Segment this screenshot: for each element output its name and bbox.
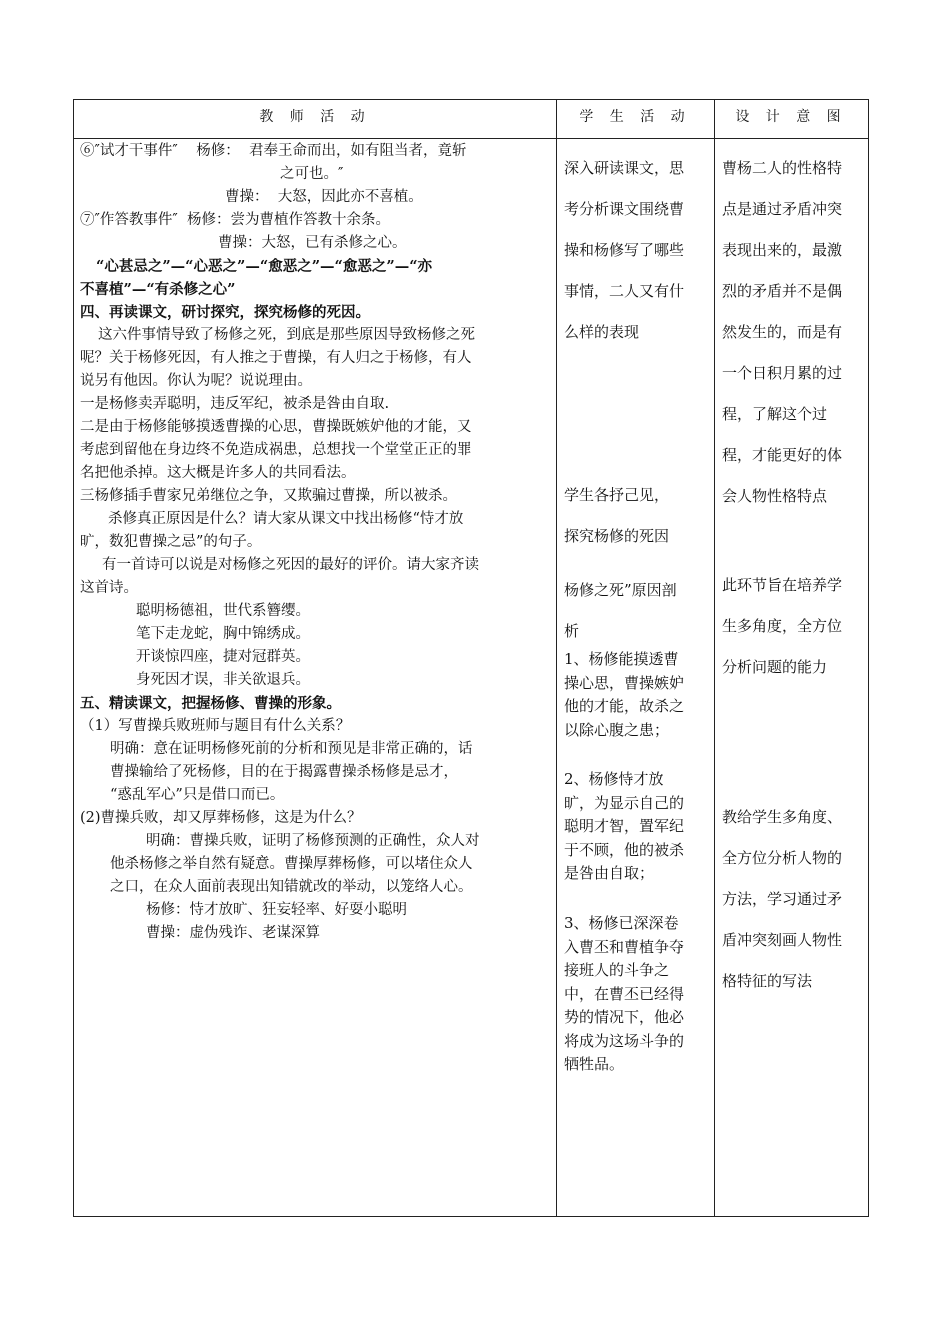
teacher-line: 有一首诗可以说是对杨修之死因的最好的评价。请大家齐读 bbox=[102, 557, 479, 573]
intent-text-line: 一个日积月累的过 bbox=[722, 364, 843, 382]
student-block-analysis-title bbox=[564, 570, 704, 652]
student-text-line: 事情，二人又有什 bbox=[564, 282, 685, 300]
teacher-line: 他杀杨修之举自然有疑意。曹操厚葬杨修，可以堵住众人 bbox=[110, 856, 473, 872]
intent-text-line: 然发生的，而是有 bbox=[722, 323, 843, 341]
teacher-line: 二是由于杨修能够摸透曹操的心思，曹操既嫉妒他的才能，又 bbox=[80, 419, 472, 435]
student-text-line: 2、杨修恃才放 bbox=[564, 770, 664, 788]
student-text-line: 他的才能，故杀之 bbox=[564, 697, 685, 715]
teacher-line: 明确：意在证明杨修死前的分析和预见是非常正确的，话 bbox=[110, 741, 473, 757]
teacher-line: “心甚忌之”—“心恶之”—“愈恶之”—“愈恶之”—“亦 bbox=[96, 258, 433, 275]
intent-text-line: 生多角度，全方位 bbox=[722, 617, 843, 635]
teacher-line: 杀修真正原因是什么？请大家从课文中找出杨修“恃才放 bbox=[108, 511, 464, 527]
student-text-line: 1、杨修能摸透曹 bbox=[564, 650, 679, 668]
intent-text-line: 全方位分析人物的 bbox=[722, 849, 843, 867]
teacher-line: 之可也。″ bbox=[280, 166, 344, 182]
student-text-line: 中，在曹丕已经得 bbox=[564, 984, 685, 1003]
intent-text-line: 程，了解这个过 bbox=[722, 405, 828, 423]
intent-block-multi-angle bbox=[722, 565, 864, 688]
teacher-line: 不喜植”—“有杀修之心” bbox=[80, 281, 236, 298]
teacher-line: 聪明杨德祖，世代系簪缨。 bbox=[136, 603, 310, 619]
intent-text-line: 点是通过矛盾冲突 bbox=[722, 200, 843, 218]
intent-text-line: 程，才能更好的体 bbox=[722, 446, 843, 464]
student-text-line: 牺牲品。 bbox=[564, 1055, 625, 1073]
student-text-line: 操和杨修写了哪些 bbox=[564, 241, 685, 259]
header-teacher-activity: 教 师 活 动 bbox=[259, 109, 371, 125]
teacher-line: ⑦″作答教事件″ 杨修：尝为曹植作答教十余条。 bbox=[80, 212, 391, 228]
teacher-line: 曹操：虚伪残诈、老谋深算 bbox=[146, 925, 320, 941]
teacher-line: 曹操： 大怒，因此亦不喜植。 bbox=[225, 189, 423, 205]
student-block-reason-3 bbox=[564, 912, 704, 1077]
student-text-line: 学生各抒己见， bbox=[564, 486, 670, 504]
student-text-line: 3、杨修已深深卷 bbox=[564, 914, 679, 932]
teacher-line: 这六件事情导致了杨修之死，到底是那些原因导致杨修之死 bbox=[98, 327, 475, 343]
student-block-task bbox=[564, 148, 704, 353]
student-text-line: 聪明才智，置军纪 bbox=[564, 817, 685, 835]
intent-text-line: 方法，学习通过矛 bbox=[722, 890, 843, 908]
student-text-line: 旷，为显示自己的 bbox=[564, 793, 685, 812]
student-block-reason-2 bbox=[564, 768, 704, 886]
intent-text-line: 会人物性格特点 bbox=[722, 487, 828, 505]
teacher-line: 杨修：恃才放旷、狂妄轻率、好耍小聪明 bbox=[146, 902, 407, 918]
teacher-line: 说另有他因。你认为呢？说说理由。 bbox=[80, 373, 312, 389]
student-text-line: 深入研读课文，思 bbox=[564, 159, 685, 177]
student-text-line: 探究杨修的死因 bbox=[564, 527, 670, 545]
teacher-line: 笔下走龙蛇，胸中锦绣成。 bbox=[136, 626, 310, 642]
student-block-discuss bbox=[564, 475, 704, 557]
student-block-reason-1 bbox=[564, 648, 704, 742]
lesson-table bbox=[73, 99, 869, 1217]
teacher-line: 三杨修插手曹家兄弟继位之争，又欺骗过曹操，所以被杀。 bbox=[80, 488, 457, 504]
teacher-line: 明确：曹操兵败，证明了杨修预测的正确性，众人对 bbox=[146, 833, 480, 849]
teacher-line: (2)曹操兵败，却又厚葬杨修，这是为什么？ bbox=[80, 810, 362, 826]
student-text-line: 接班人的斗争之 bbox=[564, 961, 670, 979]
student-text-line: 势的情况下，他必 bbox=[564, 1008, 685, 1026]
teacher-line: 开谈惊四座，捷对冠群英。 bbox=[136, 649, 310, 665]
student-text-line: 入曹丕和曹植争夺 bbox=[564, 937, 685, 956]
student-text-line: 操心思，曹操嫉妒 bbox=[564, 673, 685, 692]
student-text-line: 么样的表现 bbox=[564, 323, 640, 341]
teacher-line: 身死因才误，非关欲退兵。 bbox=[136, 672, 310, 688]
column-divider-2 bbox=[714, 100, 715, 1216]
header-divider bbox=[74, 138, 868, 139]
student-text-line: 杨修之死”原因剖 bbox=[564, 581, 677, 599]
column-divider-1 bbox=[556, 100, 557, 1216]
teacher-line: 曹操：大怒，已有杀修之心。 bbox=[218, 235, 407, 251]
intent-text-line: 曹杨二人的性格特 bbox=[722, 159, 843, 177]
header-student-activity: 学 生 活 动 bbox=[579, 109, 691, 125]
teacher-line: 旷，数犯曹操之忌”的句子。 bbox=[80, 534, 262, 550]
intent-text-line: 教给学生多角度、 bbox=[722, 808, 843, 826]
intent-block-character bbox=[722, 148, 864, 517]
teacher-line: 曹操输给了死杨修，目的在于揭露曹操杀杨修是忌才， bbox=[110, 764, 458, 780]
teacher-line: 这首诗。 bbox=[80, 580, 138, 596]
intent-text-line: 此环节旨在培养学 bbox=[722, 576, 843, 594]
teacher-line: 考虑到留他在身边终不免造成祸患，总想找一个堂堂正正的罪 bbox=[80, 442, 472, 458]
teacher-line: 五、精读课文，把握杨修、曹操的形象。 bbox=[80, 695, 341, 712]
teacher-line: 一是杨修卖弄聪明，违反军纪，被杀是咎由自取. bbox=[80, 396, 390, 412]
teacher-line: “惑乱军心”只是借口而已。 bbox=[110, 787, 285, 803]
student-text-line: 考分析课文围绕曹 bbox=[564, 200, 685, 218]
intent-block-method bbox=[722, 797, 864, 1002]
teacher-line: 四、再读课文，研讨探究，探究杨修的死因。 bbox=[80, 304, 370, 321]
intent-text-line: 分析问题的能力 bbox=[722, 658, 828, 676]
teacher-line: （1）写曹操兵败班师与题目有什么关系？ bbox=[80, 718, 351, 734]
intent-text-line: 烈的矛盾并不是偶 bbox=[722, 282, 843, 300]
teacher-line: 呢？关于杨修死因，有人推之于曹操，有人归之于杨修，有人 bbox=[80, 350, 472, 366]
teacher-activity-column bbox=[80, 140, 552, 945]
teacher-line: 名把他杀掉。这大概是许多人的共同看法。 bbox=[80, 465, 356, 481]
intent-text-line: 格特征的写法 bbox=[722, 972, 813, 990]
header-design-intent: 设 计 意 图 bbox=[735, 109, 847, 125]
intent-text-line: 盾冲突刻画人物性 bbox=[722, 931, 843, 949]
student-text-line: 将成为这场斗争的 bbox=[564, 1031, 685, 1050]
intent-text-line: 表现出来的，最激 bbox=[722, 241, 843, 259]
student-text-line: 以除心腹之患； bbox=[564, 720, 670, 739]
student-text-line: 于不顾，他的被杀 bbox=[564, 840, 685, 859]
student-text-line: 析 bbox=[564, 622, 580, 640]
teacher-line: ⑥″试才干事件″ 杨修： 君奉王命而出，如有阻当者，竟斩 bbox=[80, 143, 467, 159]
student-text-line: 是咎由自取； bbox=[564, 864, 655, 882]
teacher-line: 之口，在众人面前表现出知错就改的举动，以笼络人心。 bbox=[110, 879, 473, 895]
